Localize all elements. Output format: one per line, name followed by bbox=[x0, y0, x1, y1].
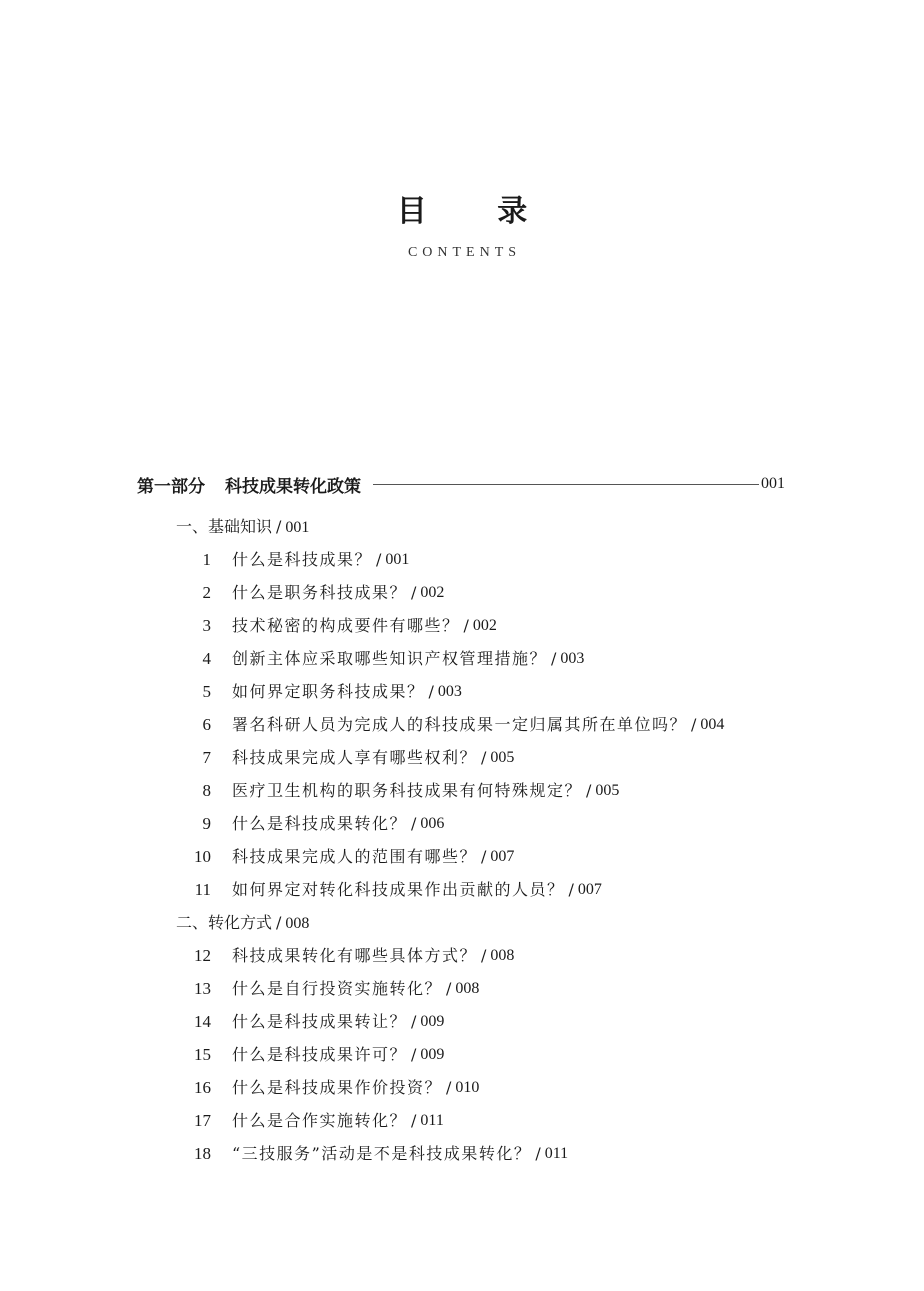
entry-title: 什么是科技成果作价投资？ bbox=[232, 1078, 443, 1097]
entry-title: 什么是职务科技成果？ bbox=[232, 583, 408, 602]
toc-entry[interactable] bbox=[0, 1137, 924, 1170]
entry-title: “三技服务”活动是不是科技成果转化？ bbox=[232, 1144, 532, 1163]
entry-number: 16 bbox=[194, 1078, 211, 1097]
entry-page-number: 008 bbox=[490, 947, 515, 964]
entry-title: 创新主体应采取哪些知识产权管理措施？ bbox=[232, 649, 548, 668]
entry-page-number: 004 bbox=[700, 716, 725, 733]
section-title: 二、转化方式 bbox=[176, 913, 273, 932]
section-page-number: 008 bbox=[285, 915, 310, 932]
entry-page-number: 002 bbox=[472, 617, 497, 634]
entry-title: 署名科研人员为完成人的科技成果一定归属其所在单位吗？ bbox=[232, 715, 688, 734]
entry-title: 如何界定对转化科技成果作出贡献的人员？ bbox=[232, 880, 565, 899]
entry-number: 10 bbox=[194, 847, 211, 866]
toc-entry[interactable] bbox=[0, 1038, 924, 1071]
separator: / bbox=[568, 880, 574, 899]
separator: / bbox=[411, 1045, 417, 1064]
entry-number: 8 bbox=[202, 781, 211, 800]
entry-number: 12 bbox=[194, 946, 211, 965]
entry-title: 医疗卫生机构的职务科技成果有何特殊规定？ bbox=[232, 781, 583, 800]
entry-number: 17 bbox=[194, 1111, 211, 1130]
entry-page-number: 003 bbox=[437, 683, 462, 700]
separator: / bbox=[551, 649, 557, 668]
part-heading[interactable] bbox=[137, 470, 785, 498]
toc-entry[interactable] bbox=[0, 840, 924, 873]
part-page-number: 001 bbox=[761, 475, 785, 492]
separator: / bbox=[276, 913, 282, 932]
separator: / bbox=[411, 1111, 417, 1130]
toc-entry[interactable] bbox=[0, 939, 924, 972]
toc-entry[interactable] bbox=[0, 642, 924, 675]
entry-number: 1 bbox=[202, 550, 211, 569]
separator: / bbox=[586, 781, 592, 800]
entry-title: 技术秘密的构成要件有哪些？ bbox=[232, 616, 460, 635]
entry-page-number: 002 bbox=[420, 584, 445, 601]
toc-entry[interactable] bbox=[0, 741, 924, 774]
entry-number: 9 bbox=[202, 814, 211, 833]
part-label: 第一部分 bbox=[137, 476, 205, 497]
entry-number: 14 bbox=[194, 1012, 211, 1031]
toc-list bbox=[0, 510, 924, 1170]
entry-number: 11 bbox=[194, 880, 211, 899]
toc-entry[interactable] bbox=[0, 1005, 924, 1038]
separator: / bbox=[691, 715, 697, 734]
separator: / bbox=[481, 748, 487, 767]
entry-page-number: 007 bbox=[490, 848, 515, 865]
entry-page-number: 005 bbox=[595, 782, 620, 799]
entry-number: 5 bbox=[202, 682, 211, 701]
entry-title: 什么是自行投资实施转化？ bbox=[232, 979, 443, 998]
separator: / bbox=[481, 946, 487, 965]
entry-page-number: 007 bbox=[577, 881, 602, 898]
toc-section-heading[interactable] bbox=[0, 510, 924, 543]
separator: / bbox=[411, 1012, 417, 1031]
dot-leader bbox=[373, 484, 759, 485]
section-title: 一、基础知识 bbox=[176, 517, 273, 536]
entry-page-number: 005 bbox=[490, 749, 515, 766]
toc-entry[interactable] bbox=[0, 873, 924, 906]
entry-number: 4 bbox=[202, 649, 211, 668]
entry-title: 什么是科技成果许可？ bbox=[232, 1045, 408, 1064]
separator: / bbox=[411, 814, 417, 833]
toc-entry[interactable] bbox=[0, 675, 924, 708]
entry-number: 13 bbox=[194, 979, 211, 998]
entry-number: 2 bbox=[202, 583, 211, 602]
separator: / bbox=[463, 616, 469, 635]
toc-entry[interactable] bbox=[0, 774, 924, 807]
entry-title: 什么是合作实施转化？ bbox=[232, 1111, 408, 1130]
entry-page-number: 009 bbox=[420, 1046, 445, 1063]
toc-entry[interactable] bbox=[0, 1104, 924, 1137]
toc-section-heading[interactable] bbox=[0, 906, 924, 939]
entry-page-number: 006 bbox=[420, 815, 445, 832]
entry-title: 什么是科技成果转化？ bbox=[232, 814, 408, 833]
entry-number: 6 bbox=[202, 715, 211, 734]
entry-title: 什么是科技成果转让？ bbox=[232, 1012, 408, 1031]
separator: / bbox=[446, 979, 452, 998]
separator: / bbox=[446, 1078, 452, 1097]
entry-title: 科技成果完成人享有哪些权利？ bbox=[232, 748, 478, 767]
section-page-number: 001 bbox=[285, 519, 310, 536]
entry-page-number: 009 bbox=[420, 1013, 445, 1030]
toc-entry[interactable] bbox=[0, 708, 924, 741]
separator: / bbox=[376, 550, 382, 569]
entry-page-number: 010 bbox=[455, 1079, 480, 1096]
entry-number: 7 bbox=[202, 748, 211, 767]
entry-page-number: 011 bbox=[420, 1112, 444, 1129]
toc-entry[interactable] bbox=[0, 972, 924, 1005]
entry-number: 3 bbox=[202, 616, 211, 635]
toc-entry[interactable] bbox=[0, 543, 924, 576]
separator: / bbox=[481, 847, 487, 866]
toc-entry[interactable] bbox=[0, 576, 924, 609]
entry-page-number: 008 bbox=[455, 980, 480, 997]
entry-page-number: 003 bbox=[560, 650, 585, 667]
toc-entry[interactable] bbox=[0, 807, 924, 840]
toc-entry[interactable] bbox=[0, 1071, 924, 1104]
separator: / bbox=[276, 517, 282, 536]
entry-number: 18 bbox=[194, 1144, 211, 1163]
part-title: 科技成果转化政策 bbox=[225, 476, 361, 497]
entry-title: 科技成果完成人的范围有哪些？ bbox=[232, 847, 478, 866]
entry-title: 什么是科技成果？ bbox=[232, 550, 373, 569]
separator: / bbox=[411, 583, 417, 602]
entry-page-number: 011 bbox=[544, 1145, 569, 1162]
entry-title: 如何界定职务科技成果？ bbox=[232, 682, 425, 701]
page-title: 目 录 bbox=[396, 194, 558, 229]
page-subtitle: CONTENTS bbox=[407, 245, 522, 260]
separator: / bbox=[535, 1144, 541, 1163]
entry-title: 科技成果转化有哪些具体方式？ bbox=[232, 946, 478, 965]
entry-page-number: 001 bbox=[385, 551, 410, 568]
toc-entry[interactable] bbox=[0, 609, 924, 642]
entry-number: 15 bbox=[194, 1045, 211, 1064]
separator: / bbox=[428, 682, 434, 701]
